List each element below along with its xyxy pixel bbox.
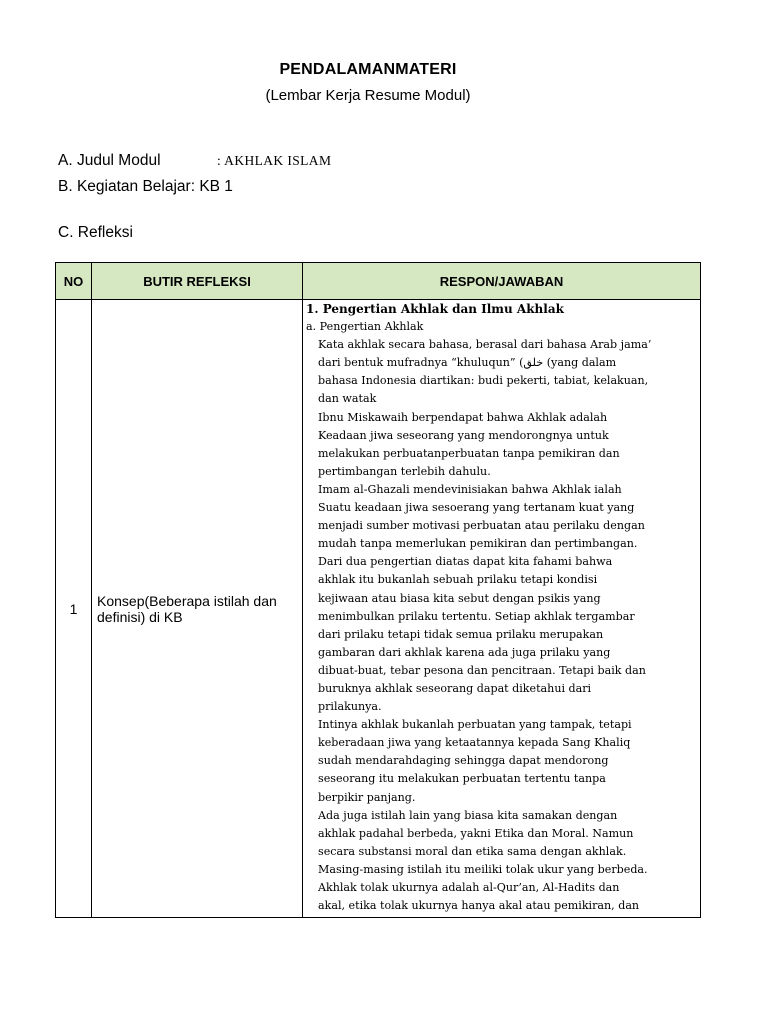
respon-line: keberadaan jiwa yang ketaatannya kepada Sang Khaliq [318,736,631,750]
judul-modul-label: A. Judul Modul [58,152,161,169]
respon-heading: 1. Pengertian Akhlak dan Ilmu Akhlak [306,302,564,316]
page-title: PENDALAMANMATERI [279,61,457,78]
respon-line: gambaran dari akhlak karena ada juga prilaku yang [318,645,611,659]
respon-body [306,336,696,915]
respon-line: dari prilaku tetapi tidak semua prilaku merupakan [318,627,604,641]
respon-line: menjadi sumber motivasi perbuatan atau perilaku dengan [318,519,645,533]
table-row [56,300,701,918]
respon-cell [303,300,701,918]
respon-line: Keadaan jiwa seseorang yang mendorongnya untuk [318,428,609,442]
respon-line: kejiwaan atau biasa kita sebut dengan psikis yang [318,591,601,605]
respon-line: pertimbangan terlebih dahulu. [318,464,491,478]
respon-line: dari bentuk mufradnya “khuluqun” (خلق (yang dalam [318,356,617,370]
respon-line: dibuat-buat, tebar pesona dan pencitraan. Tetapi baik dan [318,663,646,677]
respon-line: Ada juga istilah lain yang biasa kita samakan dengan [318,808,618,822]
row-number: 1 [56,300,92,918]
respon-line: Intinya akhlak bukanlah perbuatan yang tampak, tetapi [318,718,632,732]
kegiatan-belajar-label: B. Kegiatan Belajar [58,178,191,195]
kegiatan-belajar-row [58,178,233,196]
respon-line: Suatu keadaan jiwa sesoerang yang tertanam kuat yang [318,501,635,515]
respon-line: buruknya akhlak seseorang dapat diketahui dari [318,681,592,695]
respon-line: Ibnu Miskawaih berpendapat bahwa Akhlak adalah [318,410,608,424]
refleksi-heading: C. Refleksi [58,224,133,241]
respon-line: secara substansi moral dan etika sama dengan akhlak. [318,844,627,858]
respon-line: bahasa Indonesia diartikan: budi pekerti, tabiat, kelakuan, [318,374,649,388]
refleksi-table [55,262,701,918]
kegiatan-belajar-value: : KB 1 [190,178,233,195]
respon-line: dan watak [318,392,377,406]
judul-modul-row [58,152,331,170]
header-butir-refleksi: BUTIR REFLEKSI [92,263,303,300]
header-respon-jawaban: RESPON/JAWABAN [303,263,701,300]
respon-line: Dari dua pengertian diatas dapat kita fahami bahwa [318,555,613,569]
respon-line: akal, etika tolak ukurnya hanya akal atau pemikiran, dan [318,899,640,913]
respon-line: melakukan perbuatanperbuatan tanpa pemikiran dan [318,446,620,460]
respon-line: prilakunya. [318,700,382,714]
respon-line: mudah tanpa memerlukan pemikiran dan pertimbangan. [318,537,638,551]
respon-line: Kata akhlak secara bahasa, berasal dari bahasa Arab jama’ [318,338,652,352]
respon-line: akhlak itu bukanlah sebuah prilaku tetapi kondisi [318,573,598,587]
respon-line: berpikir panjang. [318,790,416,804]
page-subtitle: (Lembar Kerja Resume Modul) [265,87,471,104]
respon-line: sudah mendarahdaging sehingga dapat mendorong [318,754,609,768]
header-no: NO [56,263,92,300]
respon-line: akhlak padahal berbeda, yakni Etika dan Moral. Namun [318,826,634,840]
respon-line: menimbulkan prilaku tertentu. Setiap akhlak tergambar [318,609,635,623]
respon-line: seseorang itu melakukan perbuatan tertentu tanpa [318,772,606,786]
judul-modul-value: : AKHLAK ISLAM [217,153,332,168]
respon-subheading: a. Pengertian Akhlak [306,320,424,334]
butir-refleksi-cell: Konsep(Beberapa istilah dan definisi) di KB [92,300,303,918]
respon-line: Masing-masing istilah itu meiliki tolak ukur yang berbeda. [318,862,648,876]
table-header-row [56,263,701,300]
respon-line: Imam al-Ghazali mendevinisiakan bahwa Akhlak ialah [318,482,622,496]
respon-line: Akhlak tolak ukurnya adalah al-Qur’an, Al-Hadits dan [318,881,620,894]
